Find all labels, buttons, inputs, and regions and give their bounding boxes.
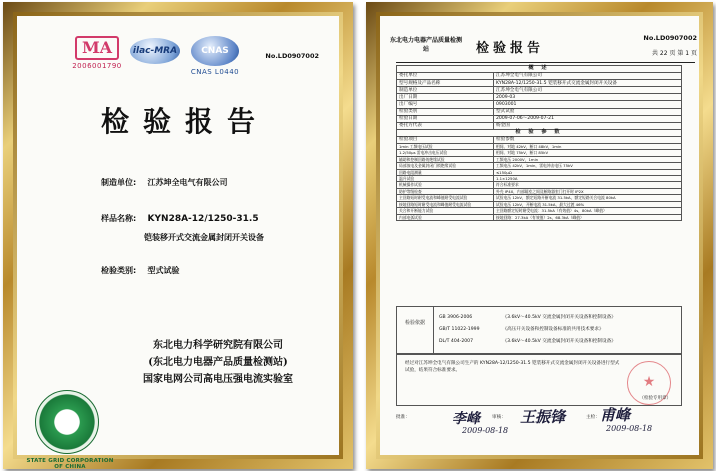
test-parameter: 主回路额定短时耐受电流：31.5kA（有效值）4s，80kA（峰值）: [494, 208, 682, 214]
test-parameter: 接地回路：27.3kA（有效值）2s，68.3kA（峰值）: [494, 214, 682, 220]
report-header-org: 东北电力电器产品质量检测站: [389, 37, 462, 53]
approver-signature: 李峰: [452, 411, 480, 427]
page-indicator: 共 22 页 第 1 页: [652, 50, 697, 57]
overview-heading: 概 述: [397, 66, 682, 73]
test-parameter: 工频电压 2000V，1min: [494, 156, 682, 162]
header-divider: [396, 62, 695, 63]
ilac-mark: ilac-MRA: [130, 38, 180, 64]
test-item: 辅助和控制回路的绝缘试验: [397, 156, 494, 162]
test-parameter: 相间、对地 42kV，断口 48kV，1min: [494, 144, 682, 150]
standard-title: 《3.6kV～40.5kV 交流金属封闭开关设备和控制设备》: [502, 339, 616, 344]
standard-code: DL/T 404-2007: [439, 339, 474, 344]
test-type-value: 型式试验: [147, 266, 180, 275]
test-parameter: 工频电压 42kV，1min，雷电冲击电压 75kV: [494, 163, 682, 169]
section-row: [397, 129, 682, 136]
field-label: 委托方代表: [397, 122, 494, 129]
field-label: 型号规格及产品名称: [397, 80, 494, 87]
issuer-line-1: 东北电力科学研究院有限公司: [153, 340, 283, 351]
report-table: [396, 65, 682, 221]
table-row: [397, 94, 682, 101]
test-parameter: 外壳 IP4X，内部隔室之间及断路器室门打开时 IP2X: [494, 188, 682, 194]
test-item: 温升试验: [397, 176, 494, 182]
test-item: 内部电弧试验: [397, 214, 494, 220]
test-parameter: 符合标准要求: [494, 182, 682, 188]
test-item: 关合和开断能力试验: [397, 208, 494, 214]
test-item: 1.2/50μs 雷电冲击电压试验: [397, 150, 494, 156]
tester-signature: 甫峰: [600, 406, 631, 424]
table-row: [397, 214, 682, 220]
field-label: 委托单位: [397, 73, 494, 80]
table-row: [397, 80, 682, 87]
ilac-logo: [129, 38, 181, 64]
test-item: 局部放电及金属封闭门锁绝缘试验: [397, 163, 494, 169]
cnas-number: CNAS L0440: [190, 68, 240, 76]
field-value: 江苏坤全电气有限公司: [494, 87, 682, 94]
standard-title: 《3.6kV～40.5kV 交流金属封闭开关设备和控制设备》: [502, 315, 616, 320]
standards-label: 检验依据: [405, 320, 426, 326]
state-grid-emblem: [25, 386, 114, 470]
test-item: 防护等级检查: [397, 188, 494, 194]
seal-star-icon: ★: [642, 374, 656, 390]
table-row: [397, 73, 682, 80]
test-parameter: ≤150μΩ: [494, 169, 682, 175]
manufacturer-label: 制造单位:: [101, 178, 137, 187]
test-type-row: [101, 265, 180, 276]
field-value: 杨金国: [494, 122, 682, 129]
standard-item: [439, 314, 616, 320]
sample-row: [101, 213, 259, 224]
tester-label: 主检：: [586, 415, 600, 420]
standard-title: 《高压开关设备和控制设备标准的共用技术要求》: [502, 327, 604, 332]
standard-item: [439, 338, 616, 344]
standard-item: [439, 326, 604, 332]
standard-code: GB/T 11022-1999: [439, 327, 480, 332]
standards-box: [396, 306, 682, 354]
table-row: [397, 115, 682, 122]
globe-icon: [35, 390, 99, 454]
test-parameter: 相间、对地 75kV，断口 85kV: [494, 150, 682, 156]
field-label: 出厂日期: [397, 94, 494, 101]
left-certificate-frame: [3, 2, 353, 469]
emblem-text: STATE GRID CORPORATION OF CHINA: [26, 458, 114, 470]
sample-model: KYN28A-12/1250-31.5: [147, 214, 259, 224]
field-value: 2009-03: [494, 94, 682, 101]
report-header: [380, 34, 699, 60]
cover-title: 检验报告: [100, 105, 269, 138]
conclusion-text: 经过对江苏坤全电气有限公司生产的 KYN28A-12/1250-31.5 铠装移开式交流金属封闭开关设备进行型式试验，结果符合标准要求。: [405, 361, 620, 373]
field-value: KYN28A-12/1250-31.5 铠装移开式交流金属封闭开关设备: [494, 80, 682, 87]
conclusion-box: [396, 354, 682, 406]
field-label: 制造单位: [397, 87, 494, 94]
field-label: 出厂编号: [397, 101, 494, 108]
signature-date-1: 2009-08-18: [462, 426, 509, 435]
cma-mark: MA: [75, 36, 119, 60]
cnas-mark: CNAS: [191, 36, 239, 66]
field-value: 型式试验: [494, 108, 682, 115]
cnas-logo: [187, 36, 243, 76]
field-value: 2009-07-06～2009-07-21: [494, 115, 682, 122]
approver-label: 批准：: [396, 415, 410, 420]
column-header: 检验项目: [397, 136, 494, 143]
reviewer-label: 审核：: [492, 415, 506, 420]
signature-date-2: 2009-08-18: [606, 424, 653, 433]
reviewer-signature: 王振锋: [520, 408, 566, 426]
test-item: 机械操作试验: [397, 182, 494, 188]
issuer-line-3: 国家电网公司高电压强电流实验室: [143, 374, 293, 385]
manufacturer-value: 江苏坤全电气有限公司: [147, 178, 228, 187]
cma-logo: [67, 36, 127, 70]
field-label: 检验类别: [397, 108, 494, 115]
seal-caption: （检验专用章）: [639, 396, 671, 401]
standards-divider: [433, 307, 434, 353]
issuer-line-2: (东北电力电器产品质量检测站): [148, 357, 288, 368]
section-row: [397, 66, 682, 73]
certificate-cover: [17, 16, 339, 470]
test-item: 回路电阻测量: [397, 169, 494, 175]
field-label: 检验日期: [397, 115, 494, 122]
report-title: 检验报告: [476, 41, 545, 56]
test-item: 接地回路短时耐受电流和峰值耐受电流试验: [397, 201, 494, 207]
standard-code: GB 3906-2006: [439, 315, 473, 320]
test-parameter: 试验电压 12kV，额定短路开断电流 31.5kA，额定短路关合电流 80kA: [494, 195, 682, 201]
accreditation-logos: [67, 36, 287, 86]
table-row: [397, 108, 682, 115]
field-value: 江苏坤全电气有限公司: [494, 73, 682, 80]
sample-name: 铠装移开式交流金属封闭开关设备: [144, 233, 264, 242]
sample-label: 样品名称:: [101, 214, 137, 223]
report-number: No.LD0907002: [265, 52, 319, 60]
items-heading: 检 验 参 数: [397, 129, 682, 136]
test-item: 1min 工频电压试验: [397, 144, 494, 150]
test-parameter: 试验电压 12kV，开断电流 31.5kA，最大过渡 46%: [494, 201, 682, 207]
test-parameter: 1.1×1250A: [494, 176, 682, 182]
header-row: [397, 136, 682, 143]
cma-number: 2006001790: [72, 62, 122, 70]
report-number: No.LD0907002: [643, 34, 697, 42]
field-value: 0903001: [494, 101, 682, 108]
table-row: [397, 87, 682, 94]
report-content: [380, 16, 699, 455]
manufacturer-row: [101, 177, 228, 188]
column-header: 检验参数: [494, 136, 682, 143]
test-item: 主回路短时耐受电流和峰值耐受电流试验: [397, 195, 494, 201]
test-type-label: 检验类别:: [101, 266, 137, 275]
table-row: [397, 101, 682, 108]
